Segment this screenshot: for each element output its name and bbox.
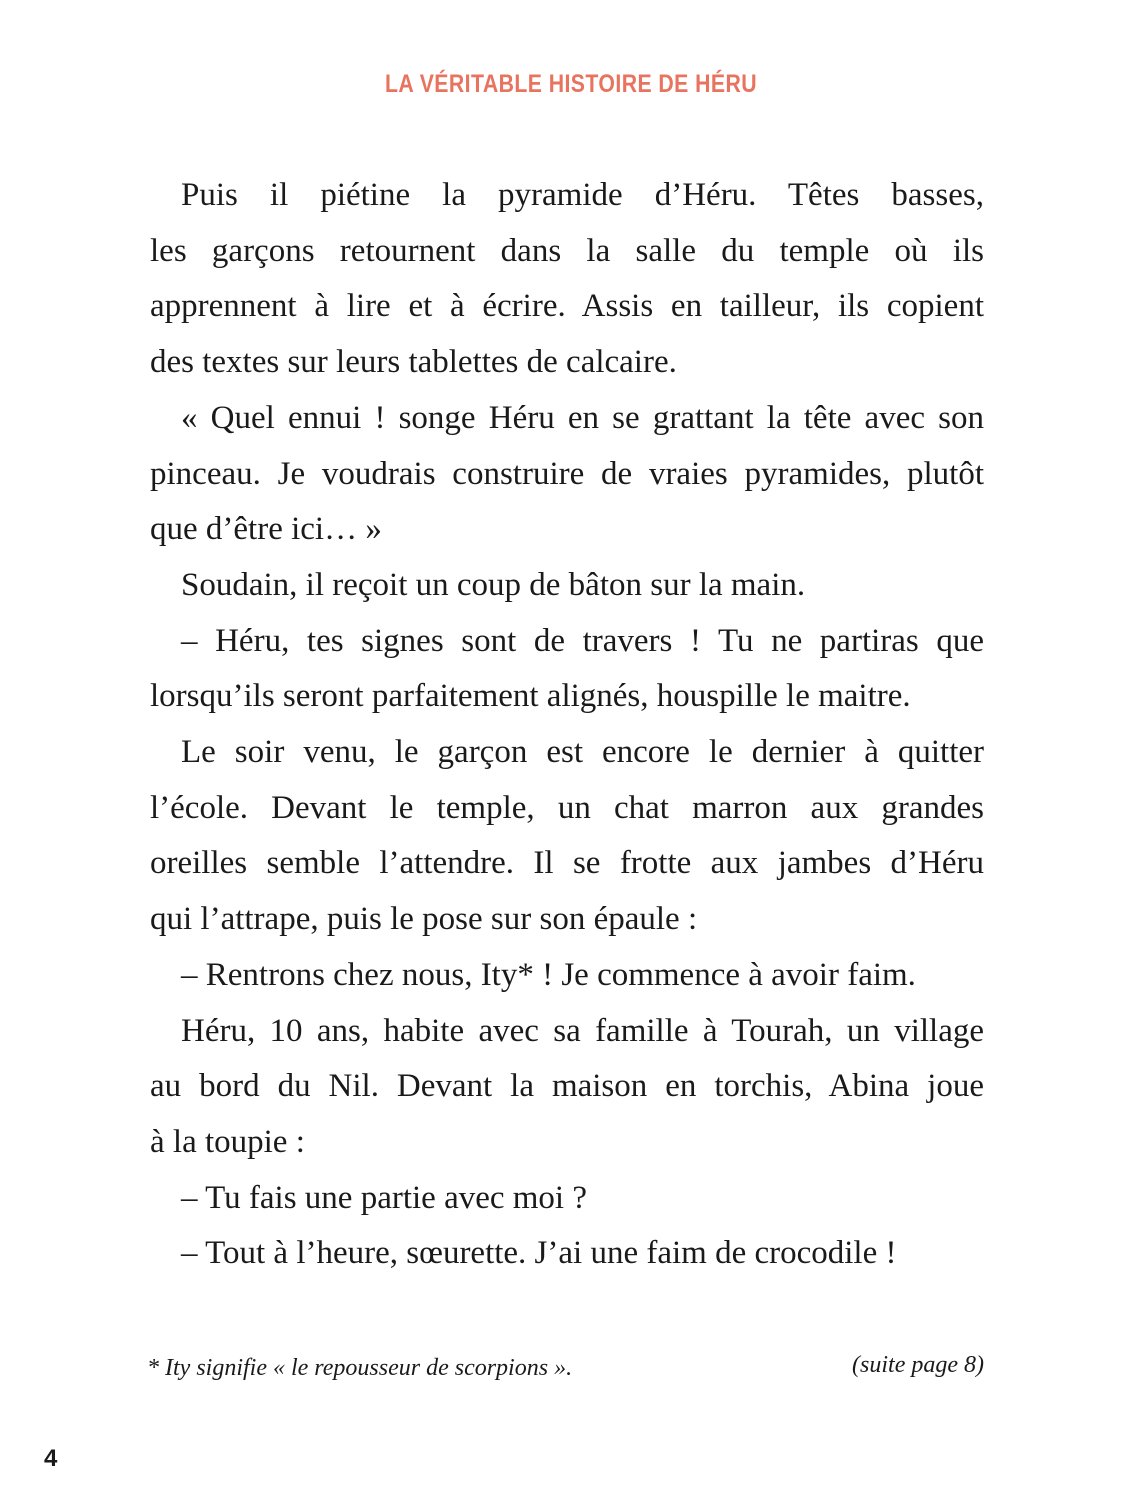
footnote: * Ity signifie « le repousseur de scorpions ». (147, 1355, 573, 1381)
body-text (119, 168, 984, 1282)
text-line: oreilles semble l’attendre. Il se frotte aux jambes d’Héru (150, 845, 984, 882)
text-line: Puis il piétine la pyramide d’Héru. Têtes basses, (181, 177, 984, 213)
paragraph (119, 948, 984, 1004)
text-line: pinceau. Je voudrais construire de vraies pyramides, plutôt (150, 455, 984, 492)
text-line: « Quel ennui ! songe Héru en se grattant la tête avec son (181, 399, 984, 436)
paragraph (119, 558, 984, 614)
paragraph (119, 1004, 984, 1171)
paragraph (119, 1226, 984, 1282)
paragraph (119, 391, 984, 558)
text-line: au bord du Nil. Devant la maison en torchis, Abina joue (150, 1068, 984, 1105)
running-head: LA VÉRITABLE HISTOIRE DE HÉRU (384, 70, 758, 98)
text-line: les garçons retournent dans la salle du temple où ils (150, 232, 984, 269)
text-line: qui l’attrape, puis le pose sur son épaule : (150, 901, 698, 938)
text-line: – Héru, tes signes sont de travers ! Tu ne partiras que (181, 622, 984, 659)
text-line: apprennent à lire et à écrire. Assis en tailleur, ils copient (150, 288, 984, 325)
text-line: à la toupie : (150, 1123, 305, 1160)
text-line: – Rentrons chez nous, Ity* ! Je commence à avoir faim. (181, 956, 916, 993)
text-line: lorsqu’ils seront parfaitement alignés, houspille le maitre. (150, 678, 911, 715)
text-line: Le soir venu, le garçon est encore le dernier à quitter (181, 734, 984, 771)
paragraph (119, 168, 984, 391)
paragraph (119, 614, 984, 725)
paragraph (119, 725, 984, 948)
text-line: – Tout à l’heure, sœurette. J’ai une faim de crocodile ! (181, 1235, 897, 1272)
text-line: Héru, 10 ans, habite avec sa famille à Tourah, un village (181, 1012, 984, 1049)
text-line: – Tu fais une partie avec moi ? (181, 1179, 587, 1216)
text-line: Soudain, il reçoit un coup de bâton sur la main. (181, 566, 806, 603)
text-line: des textes sur leurs tablettes de calcaire. (150, 344, 677, 381)
page-number: 4 (44, 1445, 58, 1472)
paragraph (119, 1171, 984, 1227)
text-line: l’école. Devant le temple, un chat marron aux grandes (150, 789, 984, 826)
text-line: que d’être ici… » (150, 511, 382, 548)
continue-note: (suite page 8) (852, 1352, 984, 1378)
